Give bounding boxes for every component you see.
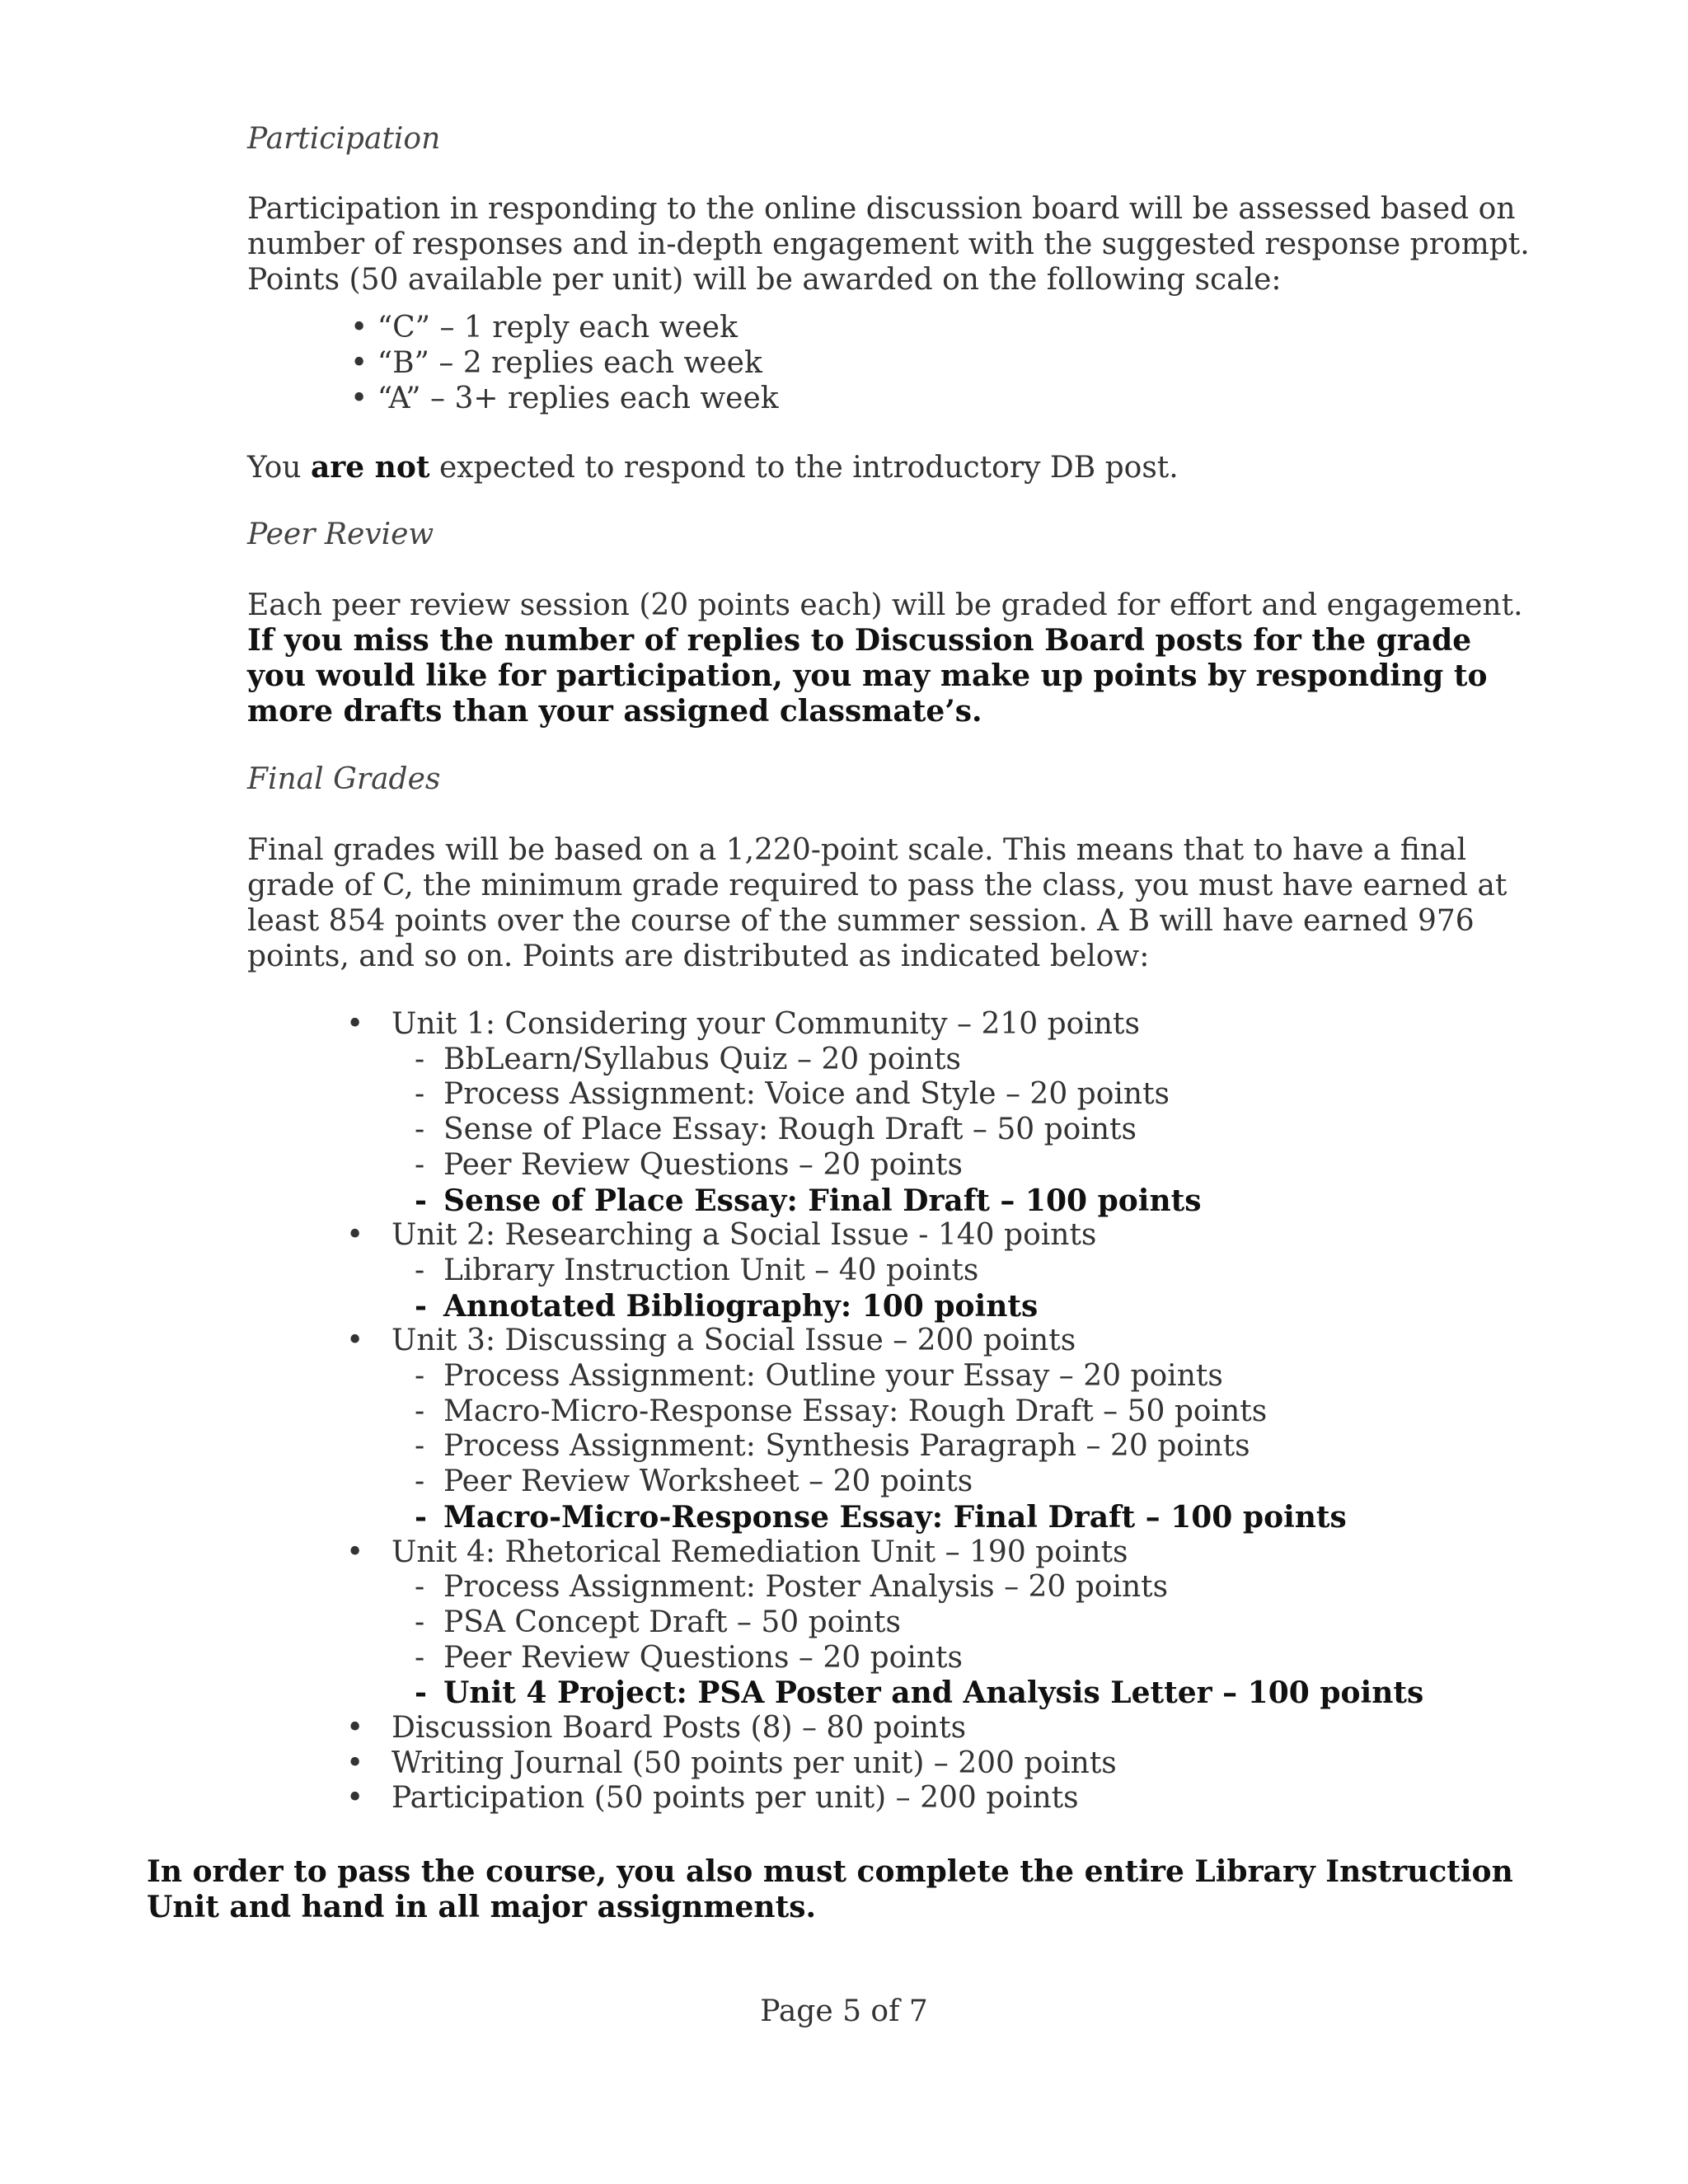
grade-category-label: Unit 3: Discussing a Social Issue – 200 points (392, 1324, 1076, 1358)
dash-icon: - (415, 1499, 427, 1535)
dash-icon: - (415, 1042, 425, 1076)
grade-subitem-label: Annotated Bibliography: 100 points (443, 1288, 1039, 1324)
grade-category-label: Unit 2: Researching a Social Issue - 140 points (392, 1218, 1097, 1253)
final-note: In order to pass the course, you also must complete the entire Library Instruction Unit and hand in all major assignments. (147, 1854, 1513, 1924)
page-number: Page 5 of 7 (760, 1994, 928, 2028)
grade-subitem-label: Process Assignment: Poster Analysis – 20 points (443, 1570, 1169, 1605)
grade-category-item (346, 1746, 1423, 1782)
list-item: • “C” – 1 reply each week (350, 310, 779, 345)
grade-subitem-label: Macro-Micro-Response Essay: Rough Draft – 50 points (443, 1394, 1268, 1428)
grade-subitem-label: Process Assignment: Outline your Essay – 20 points (443, 1359, 1223, 1394)
dash-icon: - (415, 1605, 425, 1639)
grade-subitem (415, 1359, 1423, 1394)
grade-category-label: Writing Journal (50 points per unit) – 200 points (392, 1746, 1117, 1780)
grade-subitem-label: Unit 4 Project: PSA Poster and Analysis Letter – 100 points (443, 1675, 1424, 1711)
bullet-icon: • (346, 1218, 364, 1253)
grade-subitems-list (392, 1359, 1423, 1535)
grade-subitem (415, 1183, 1423, 1219)
grade-subitem-label: Process Assignment: Voice and Style – 20 points (443, 1077, 1170, 1112)
grade-subitem-label: Process Assignment: Synthesis Paragraph – 20 points (443, 1429, 1250, 1464)
bullet-icon: • (346, 1781, 364, 1816)
dash-icon: - (415, 1465, 425, 1499)
grade-subitems-list (392, 1570, 1423, 1711)
final-grades-paragraph: Final grades will be based on a 1,220-point scale. This means that to have a final grade of C, the minimum grade required to pass the class, you must have earned at least 854 points over the course of the summer session. A B will have earned 976 points, and so on. Points are distributed as indicated below: (247, 833, 1507, 973)
grade-subitem (415, 1394, 1423, 1430)
bullet-icon: • (346, 1711, 364, 1746)
grade-subitem (415, 1570, 1423, 1605)
grade-subitem-label: Library Instruction Unit – 40 points (443, 1253, 979, 1287)
grade-category-item (346, 1007, 1423, 1218)
peer-review-paragraph: Each peer review session (20 points each) will be graded for effort and engagement. If you miss the number of replies to Discussion Board posts for the grade you would like for participation, you may make up points by responding to more drafts than your assigned classmate’s. (247, 588, 1523, 729)
grade-subitem-label: Peer Review Questions – 20 points (443, 1147, 963, 1182)
grade-category-item (346, 1218, 1423, 1324)
grade-subitem (415, 1641, 1423, 1676)
dash-icon: - (415, 1183, 427, 1218)
grade-category-item (346, 1711, 1423, 1746)
participation-heading: Participation (247, 122, 441, 156)
grade-category-label: Unit 1: Considering your Community – 210 points (392, 1007, 1140, 1041)
grade-subitem-label: Sense of Place Essay: Rough Draft – 50 points (443, 1113, 1137, 1147)
peer-review-heading: Peer Review (247, 518, 434, 551)
final-grades-heading: Final Grades (247, 762, 441, 796)
grade-subitem (415, 1605, 1423, 1641)
grade-category-item (346, 1781, 1423, 1816)
dash-icon: - (415, 1570, 425, 1605)
bullet-icon: • (346, 1324, 364, 1358)
points-breakdown-list (346, 1007, 1423, 1816)
grade-subitems-list (392, 1254, 1423, 1324)
bullet-icon: • (346, 1535, 364, 1569)
grade-subitem (415, 1254, 1423, 1289)
dash-icon: - (415, 1113, 425, 1147)
dash-icon: - (415, 1675, 427, 1711)
grade-subitem-label: Macro-Micro-Response Essay: Final Draft – 100 points (443, 1499, 1347, 1535)
note-emphasis: are not (310, 450, 430, 485)
bullet-icon: • (346, 1007, 364, 1041)
bullet-icon: • (346, 1746, 364, 1780)
list-item: • “B” – 2 replies each week (350, 345, 779, 381)
dash-icon: - (415, 1394, 425, 1428)
grade-category-item (346, 1535, 1423, 1712)
grade-subitem (415, 1077, 1423, 1113)
grade-category-item (346, 1324, 1423, 1535)
grade-subitem-label: Sense of Place Essay: Final Draft – 100 points (443, 1183, 1202, 1218)
grade-subitem-label: Peer Review Questions – 20 points (443, 1640, 963, 1675)
participation-scale-list (350, 310, 779, 416)
dash-icon: - (415, 1147, 425, 1182)
grade-category-label: Participation (50 points per unit) – 200 points (392, 1781, 1079, 1816)
grade-category-label: Unit 4: Rhetorical Remediation Unit – 190 points (392, 1535, 1128, 1569)
list-item: • “A” – 3+ replies each week (350, 381, 779, 416)
grade-category-label: Discussion Board Posts (8) – 80 points (392, 1711, 967, 1746)
grade-subitem-label: Peer Review Worksheet – 20 points (443, 1465, 973, 1499)
grade-subitem (415, 1429, 1423, 1465)
dash-icon: - (415, 1359, 425, 1394)
grade-subitem-label: PSA Concept Draft – 50 points (443, 1605, 901, 1639)
grade-subitem-label: BbLearn/Syllabus Quiz – 20 points (443, 1042, 962, 1076)
peer-review-emphasis: If you miss the number of replies to Discussion Board posts for the grade you would like for participation, you may make up points by responding to more drafts than your assigned classmate’s. (247, 623, 1488, 729)
participation-note: You are not expected to respond to the introductory DB post. (247, 450, 1179, 485)
grade-subitem (415, 1148, 1423, 1183)
grade-subitem (415, 1289, 1423, 1324)
grade-subitems-list (392, 1043, 1423, 1219)
grade-subitem (415, 1675, 1423, 1711)
participation-paragraph: Participation in responding to the online discussion board will be assessed based on number of responses and in-depth engagement with the suggested response prompt. Points (50 available per unit) will be awarded on the following scale: (247, 192, 1530, 297)
grade-subitem (415, 1465, 1423, 1500)
grade-subitem (415, 1043, 1423, 1078)
dash-icon: - (415, 1288, 427, 1324)
grade-subitem (415, 1500, 1423, 1535)
dash-icon: - (415, 1640, 425, 1675)
dash-icon: - (415, 1077, 425, 1112)
dash-icon: - (415, 1429, 425, 1464)
dash-icon: - (415, 1253, 425, 1287)
grade-subitem (415, 1113, 1423, 1148)
